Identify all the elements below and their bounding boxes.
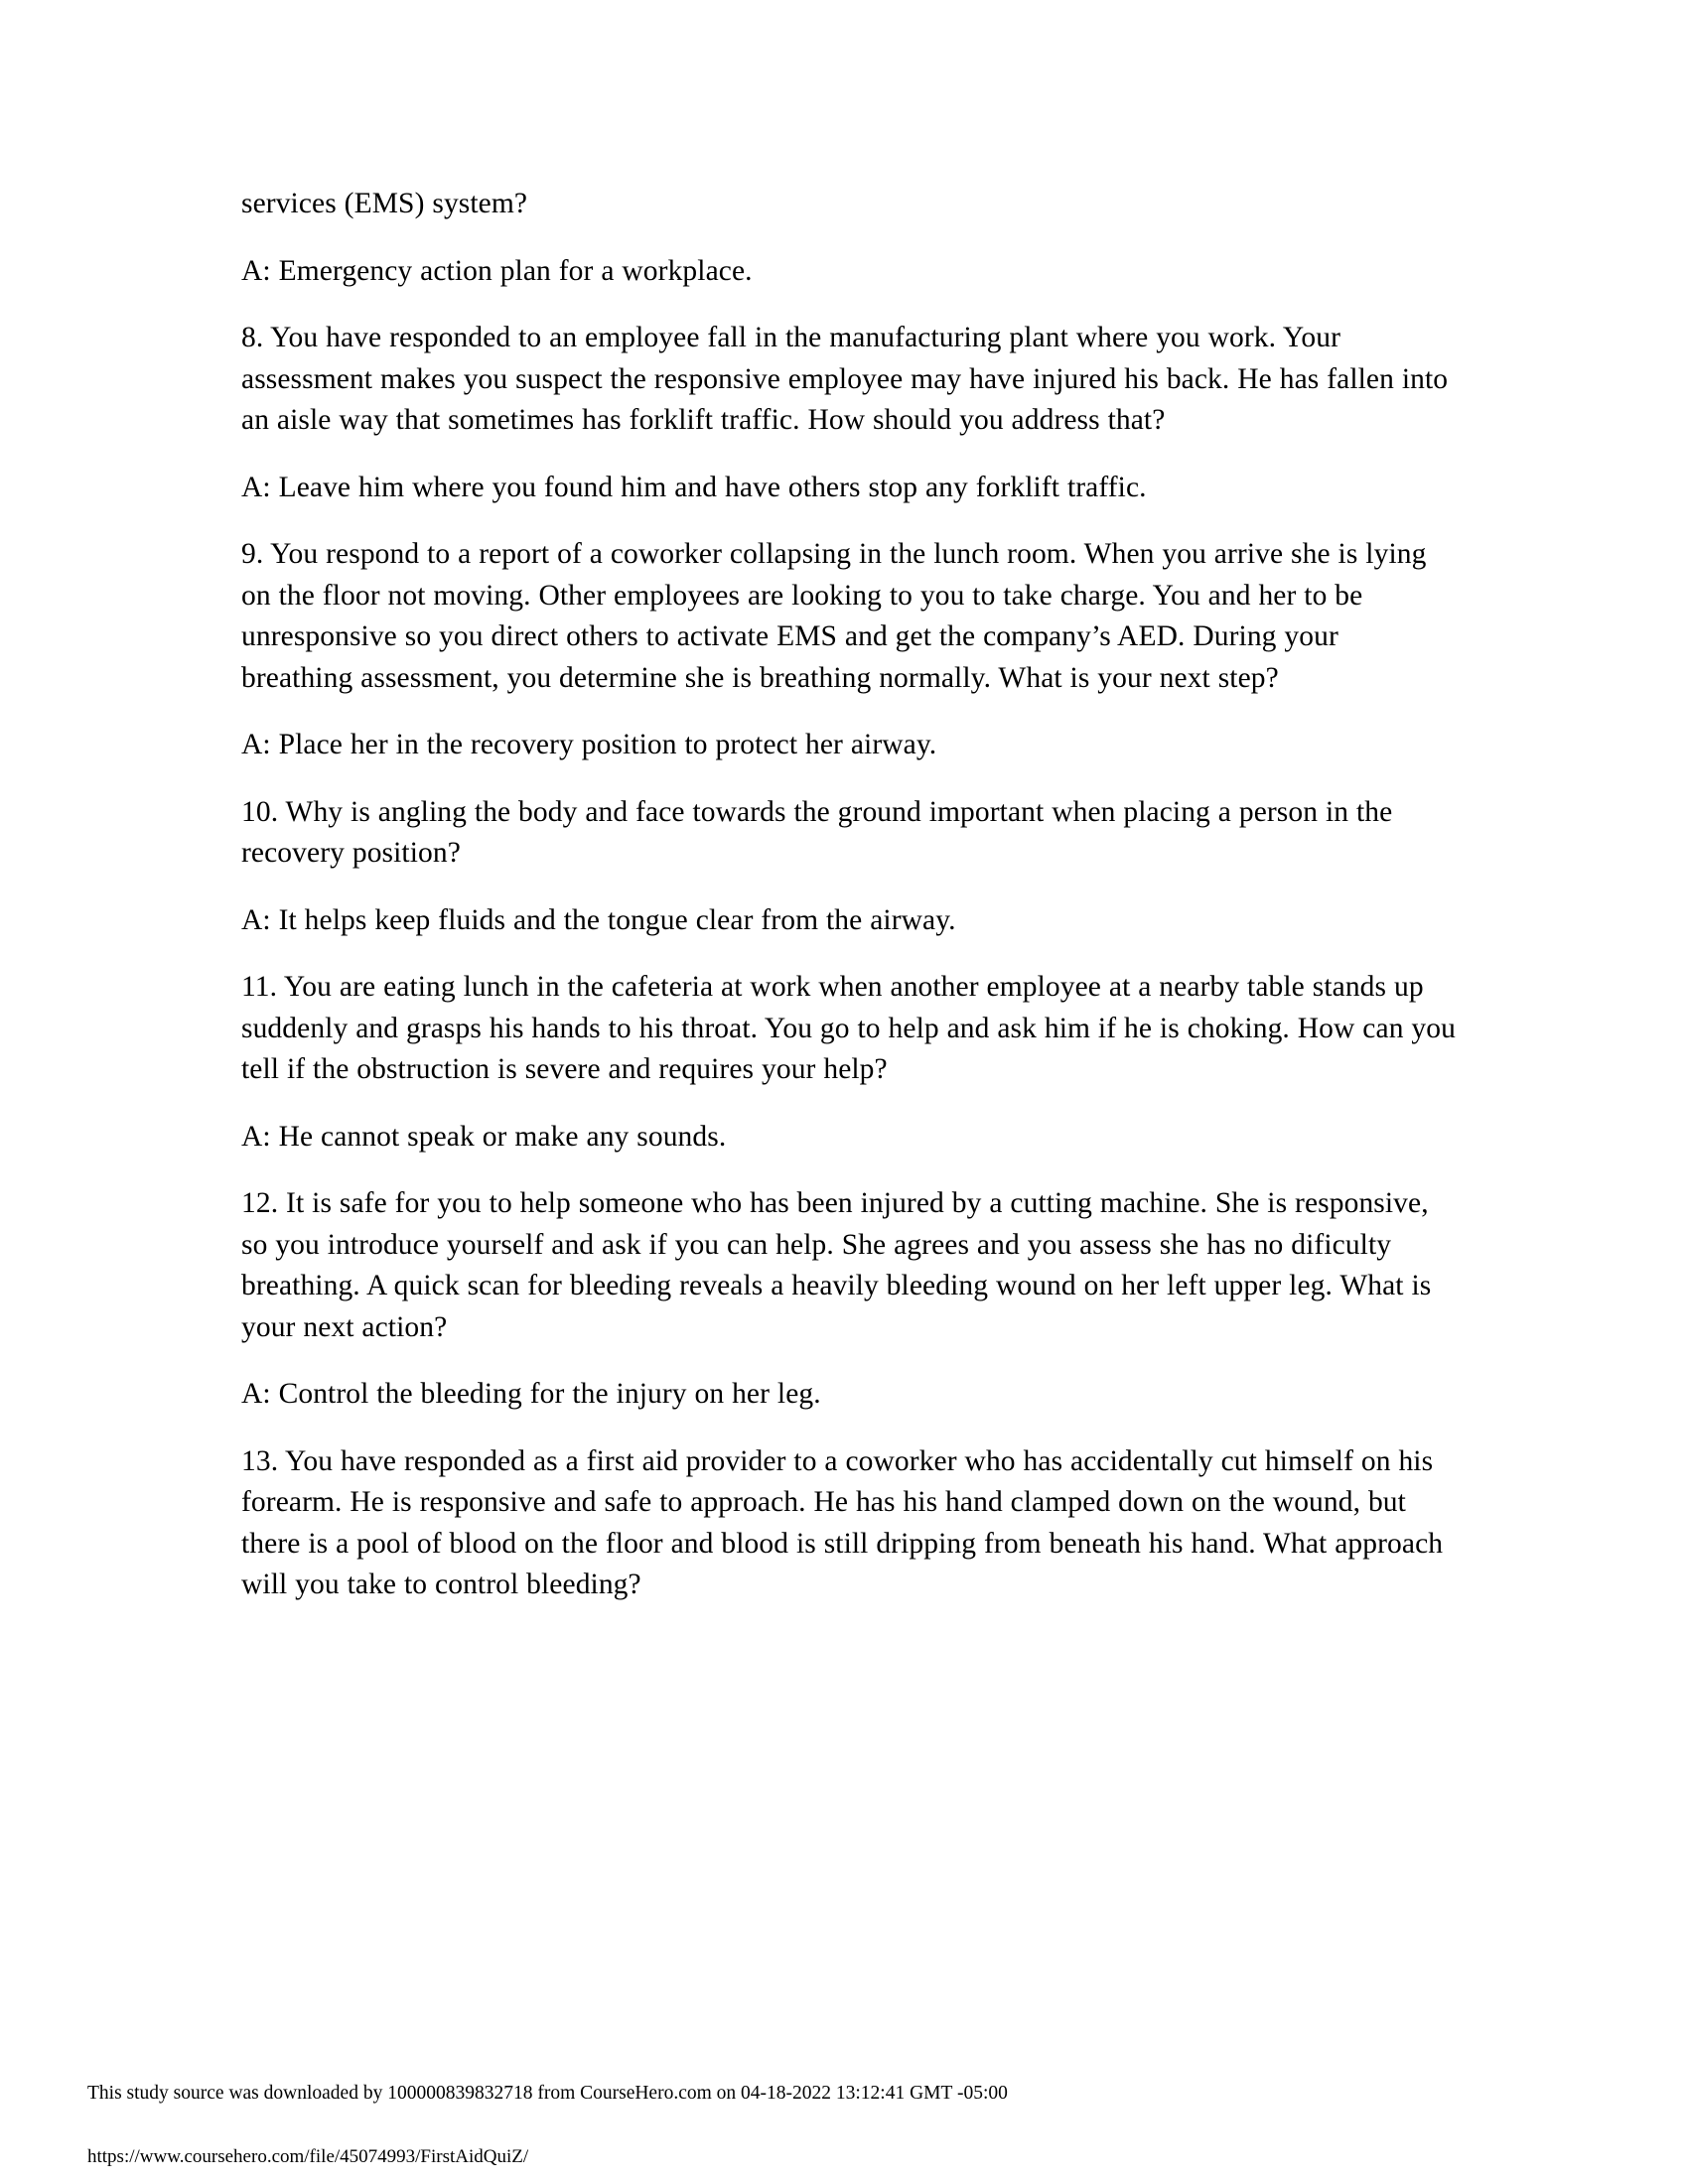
paragraph-question-13: 13. You have responded as a first aid provider to a coworker who has accidentally cut himself on his forearm. He is responsive and safe to approach. He has his hand clamped down on the wound, but there is a pool of blood on the floor and blood is still dripping from beneath his hand. What approach will you take to control bleeding?: [241, 1444, 1444, 1600]
paragraph-answer-7: A: Emergency action plan for a workplace.: [241, 254, 753, 287]
paragraph-answer-12: A: Control the bleeding for the injury on her leg.: [241, 1378, 821, 1410]
source-url[interactable]: https://www.coursehero.com/file/45074993/FirstAidQuiZ/: [87, 2146, 529, 2167]
download-note: This study source was downloaded by 100000839832718 from CourseHero.com on 04-18-2022 13:12:41 GMT -05:00: [87, 2083, 1008, 2104]
paragraph-answer-11: A: He cannot speak or make any sounds.: [241, 1120, 727, 1153]
paragraph-question-12: 12. It is safe for you to help someone who has been injured by a cutting machine. She is responsive, so you introduce yourself and ask if you can help. She agrees and you assess she has no dificulty breathing. A quick scan for bleeding reveals a heavily bleeding wound on her left upper leg. What is your next action?: [241, 1187, 1432, 1343]
document-body: [241, 184, 1458, 1632]
paragraph-question-11: 11. You are eating lunch in the cafeteria at work when another employee at a nearby table stands up suddenly and grasps his hands to his throat. You go to help and ask him if he is choking. How can you tell if the obstruction is severe and requires your help?: [241, 971, 1456, 1085]
paragraph-question-8: 8. You have responded to an employee fall in the manufacturing plant where you work. Your assessment makes you suspect the responsive employee may have injured his back. He has fallen into an aisle way that sometimes has forklift traffic. How should you address that?: [241, 322, 1449, 436]
paragraph-intro-question-tail: services (EMS) system?: [241, 188, 528, 219]
paragraph-question-9: 9. You respond to a report of a coworker collapsing in the lunch room. When you arrive she is lying on the floor not moving. Other employees are looking to you to take charge. You and her to be unresponsive so you direct others to activate EMS and get the company’s AED. During your breathing assessment, you determine she is breathing normally. What is your next step?: [241, 538, 1427, 694]
paragraph-question-10: 10. Why is angling the body and face towards the ground important when placing a person in the recovery position?: [241, 795, 1393, 869]
paragraph-answer-10: A: It helps keep fluids and the tongue clear from the airway.: [241, 903, 956, 936]
paragraph-answer-8: A: Leave him where you found him and have others stop any forklift traffic.: [241, 471, 1147, 503]
paragraph-answer-9: A: Place her in the recovery position to protect her airway.: [241, 729, 937, 760]
